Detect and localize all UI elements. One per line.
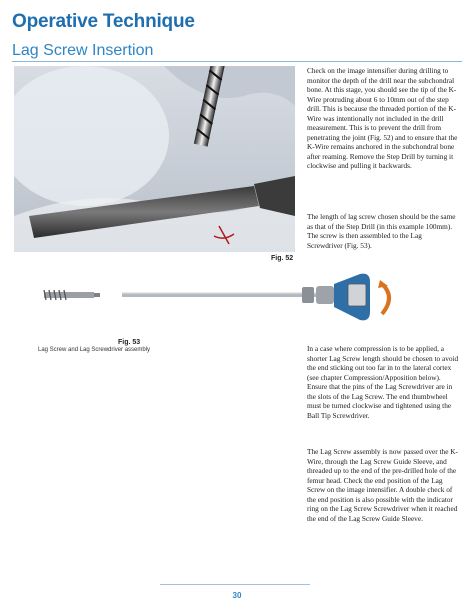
page-title: Operative Technique (12, 11, 195, 32)
figure-52-label: Fig. 52 (271, 255, 294, 262)
paragraph-screw-length: The length of lag screw chosen should be the same as that of the Step Drill (in this example 100mm). The screw is then assembled to the Lag Screwdriver (Fig. 53). (307, 212, 456, 250)
figure-53-illustration (30, 272, 428, 342)
figure-53-label: Fig. 53 (118, 339, 141, 346)
footer-divider (160, 584, 310, 585)
lag-screw-assembly-drawing (30, 272, 428, 342)
paragraph-assembly-pass: The Lag Screw assembly is now passed over the K-Wire, through the Lag Screw Guide Sleeve, and threaded up to the end of the pre-drilled hole of the femur head. Check the end position of the Lag Screw on the image intensifier. A double check of the end position is also possible with the indicator ring on the Lag Screw Screwdriver when it reached the end of the Lag Screw Guide Sleeve. (307, 447, 458, 523)
header-divider (12, 61, 462, 62)
paragraph-compression: In a case where compression is to be applied, a shorter Lag Screw length should be chosen to avoid the end sticking out too far in to the lateral cortex (see chapter Compression/Apposition below). Ensure that the pins of the Lag Screwdriver are in the slots of the Lag Screw. The end thumbwheel must be turned clockwise and tightened using the Ball Tip Screwdriver. (307, 344, 459, 420)
shaft-highlight (122, 292, 322, 294)
indicator-ring (302, 287, 314, 303)
page-number: 30 (232, 591, 242, 600)
thumbwheel (316, 286, 334, 304)
rotation-arrow (382, 284, 389, 314)
lag-screw (44, 290, 100, 300)
figure-52-xray-image (14, 66, 295, 252)
section-title: Lag Screw Insertion (12, 42, 154, 59)
paragraph-drill-check: Check on the image intensifier during drilling to monitor the depth of the drill near the subchondral bone. At this stage, you should see the tip of the K-Wire protruding about 6 to 10mm out of the step drill. This is because the threaded portion of the K-Wire was intentionally not included in the drill measurement. This is to prevent the drill from penetrating the joint (Fig. 52) and to ensure that the K-Wire remains anchored in the subchondral bone after reaming. Remove the Step Drill by turning it clockwise and pulling it backwards. (307, 66, 458, 170)
handle-window (348, 284, 366, 306)
xray-illustration (14, 66, 295, 252)
figure-53-caption: Lag Screw and Lag Screwdriver assembly (38, 347, 151, 353)
